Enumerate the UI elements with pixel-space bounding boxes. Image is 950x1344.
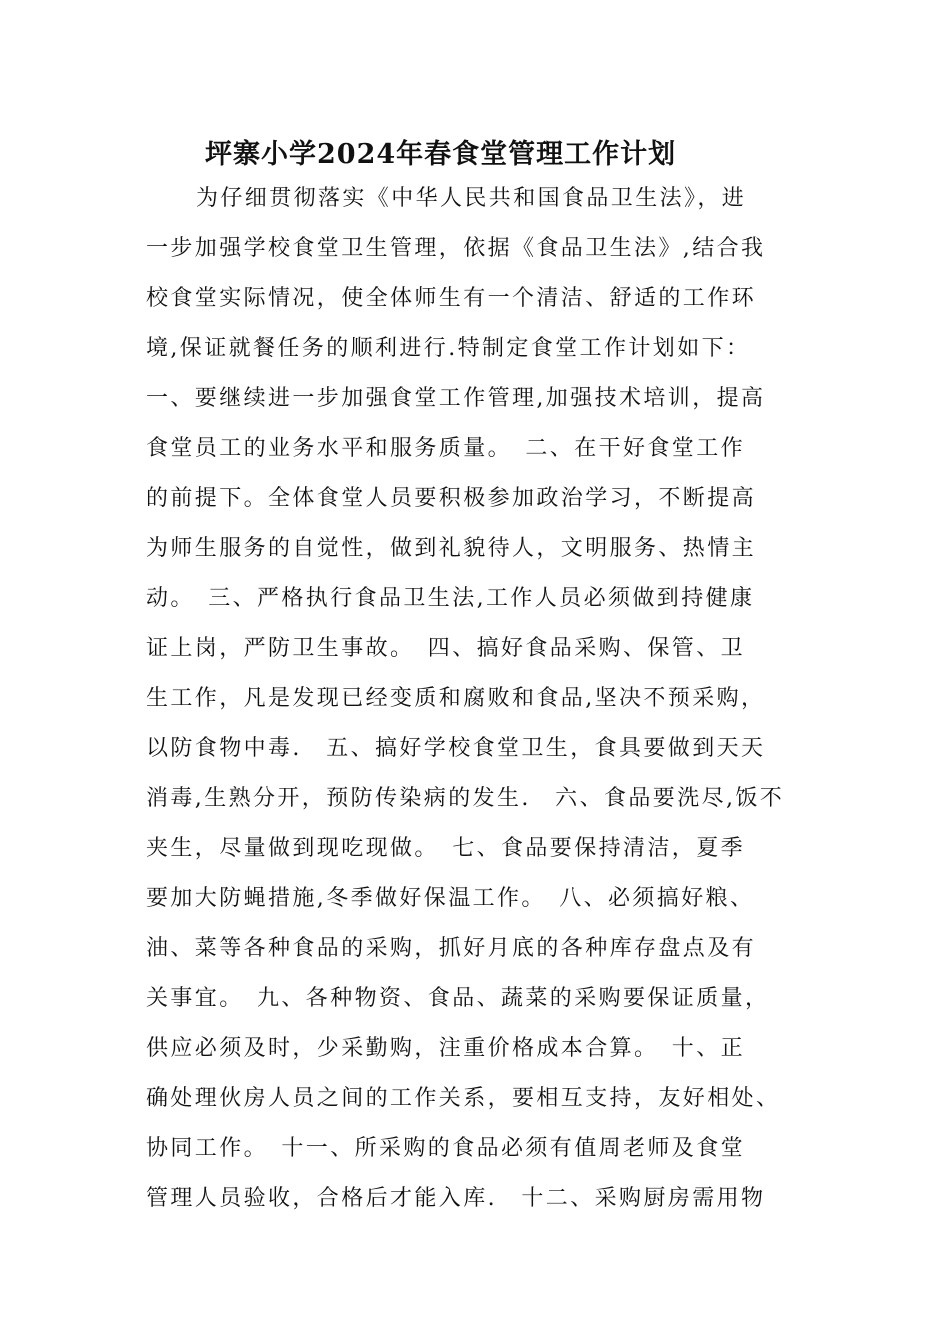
body-line: 为仔细贯彻落实《中华人民共和国食品卫生法》，进	[196, 186, 747, 211]
body-line: 一、要继续进一步加强食堂工作管理,加强技术培训，提高	[146, 386, 766, 411]
body-line: 证上岗，严防卫生事故。 四、搞好食品采购、保管、卫	[146, 636, 746, 661]
body-line: 要加大防蝇措施,冬季做好保温工作。 八、必须搞好粮、	[146, 886, 755, 911]
body-line: 夹生，尽量做到现吃现做。 七、食品要保持清洁，夏季	[146, 836, 746, 861]
body-line: 为师生服务的自觉性，做到礼貌待人，文明服务、热情主	[146, 536, 757, 561]
body-line: 供应必须及时，少采勤购，注重价格成本合算。 十、正	[146, 1036, 746, 1061]
body-line: 关事宜。 九、各种物资、食品、蔬菜的采购要保证质量，	[146, 986, 770, 1011]
body-line: 协同工作。 十一、所采购的食品必须有值周老师及食堂	[146, 1136, 746, 1161]
body-line: 食堂员工的业务水平和服务质量。 二、在干好食堂工作	[146, 436, 746, 461]
body-line: 的前提下。全体食堂人员要积极参加政治学习，不断提高	[146, 486, 757, 511]
body-line: 确处理伙房人员之间的工作关系，要相互支持，友好相处、	[146, 1086, 781, 1111]
body-line: 境,保证就餐任务的顺利进行.特制定食堂工作计划如下：	[146, 336, 751, 361]
body-line: 消毒,生熟分开，预防传染病的发生. 六、食品要洗尽,饭不	[146, 786, 785, 811]
body-line: 油、菜等各种食品的采购，抓好月底的各种库存盘点及有	[146, 936, 757, 961]
body-line: 以防食物中毒. 五、搞好学校食堂卫生，食具要做到天天	[146, 736, 766, 761]
body-line: 管理人员验收，合格后才能入库. 十二、采购厨房需用物	[146, 1186, 766, 1211]
document-title: 坪寨小学2024年春食堂管理工作计划	[205, 139, 677, 170]
body-line: 校食堂实际情况，使全体师生有一个清洁、舒适的工作环	[146, 286, 757, 311]
body-line: 生工作，凡是发现已经变质和腐败和食品,坚决不预采购，	[146, 686, 766, 711]
body-line: 动。 三、严格执行食品卫生法,工作人员必须做到持健康	[146, 586, 755, 611]
body-line: 一步加强学校食堂卫生管理，依据《食品卫生法》,结合我	[146, 236, 766, 261]
